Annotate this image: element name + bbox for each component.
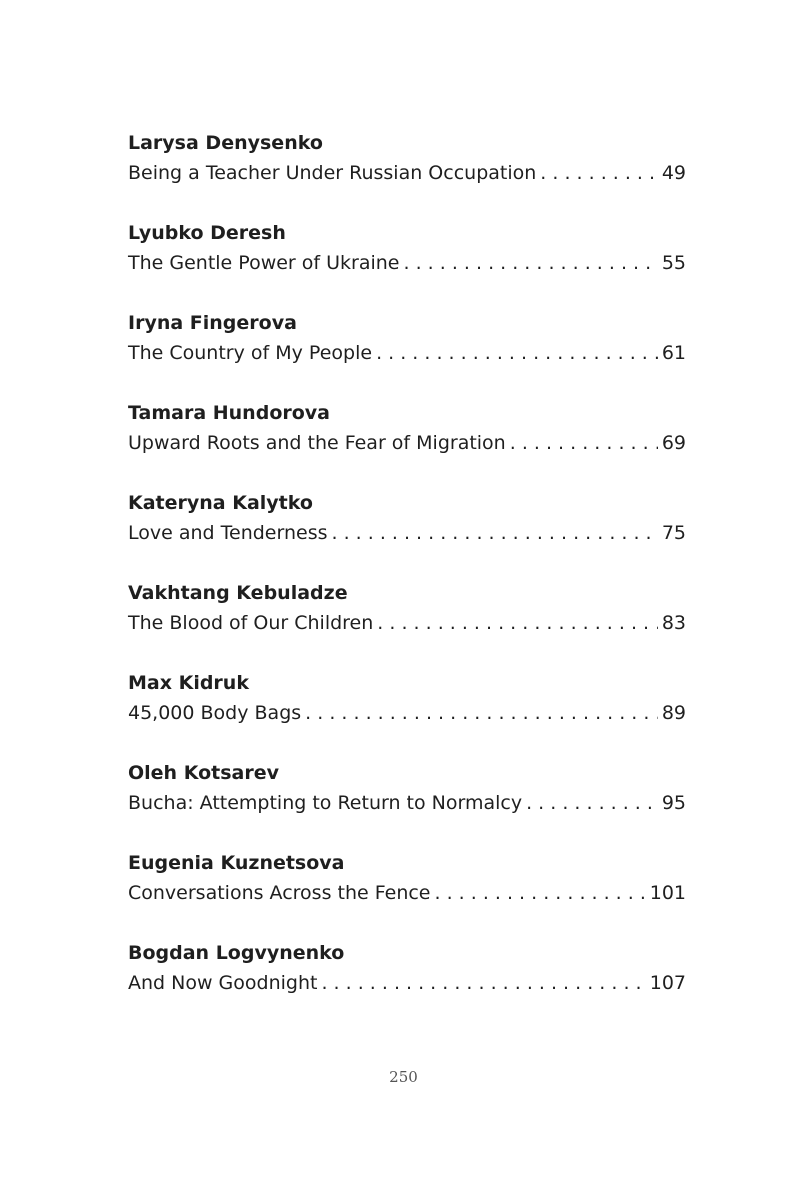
- toc-entry: [128, 938, 686, 1028]
- dot-leader: [332, 518, 658, 548]
- page-number: 101: [649, 882, 686, 904]
- toc-entry: [128, 578, 686, 668]
- dot-leader: [526, 788, 658, 818]
- essay-title: Love and Tenderness: [128, 522, 328, 544]
- author-name: Lyubko Deresh: [128, 222, 286, 244]
- toc-entry: [128, 128, 686, 218]
- page-folio: 250: [389, 1068, 418, 1086]
- author-name: Kateryna Kalytko: [128, 492, 313, 514]
- essay-title: Bucha: Attempting to Return to Normalcy: [128, 792, 523, 814]
- toc-line: [128, 788, 686, 818]
- dot-leader: [376, 338, 658, 368]
- toc-entry: [128, 218, 686, 308]
- essay-title: And Now Goodnight: [128, 972, 318, 994]
- toc-line: [128, 518, 686, 548]
- toc-line: [128, 608, 686, 638]
- page-number: 107: [649, 972, 686, 994]
- dot-leader: [510, 428, 658, 458]
- toc-entry: [128, 848, 686, 938]
- essay-title: Conversations Across the Fence: [128, 882, 431, 904]
- toc-line: [128, 428, 686, 458]
- author-name: Larysa Denysenko: [128, 132, 323, 154]
- toc-line: [128, 968, 686, 998]
- page-number: 55: [661, 252, 686, 274]
- author-name: Bogdan Logvynenko: [128, 942, 345, 964]
- author-name: Tamara Hundorova: [128, 402, 330, 424]
- toc-line: [128, 338, 686, 368]
- page-number: 83: [661, 612, 686, 634]
- toc-line: [128, 698, 686, 728]
- toc-line: [128, 158, 686, 188]
- toc-entry: [128, 488, 686, 578]
- dot-leader: [377, 608, 658, 638]
- page-number: 69: [661, 432, 686, 454]
- toc-entry: [128, 308, 686, 398]
- author-name: Oleh Kotsarev: [128, 762, 279, 784]
- dot-leader: [305, 698, 658, 728]
- page-number: 95: [661, 792, 686, 814]
- page-number: 49: [661, 162, 686, 184]
- essay-title: 45,000 Body Bags: [128, 702, 302, 724]
- author-name: Max Kidruk: [128, 672, 249, 694]
- dot-leader: [540, 158, 658, 188]
- author-name: Vakhtang Kebuladze: [128, 582, 348, 604]
- page-number: 75: [661, 522, 686, 544]
- essay-title: Upward Roots and the Fear of Migration: [128, 432, 506, 454]
- toc-entry: [128, 668, 686, 758]
- essay-title: The Gentle Power of Ukraine: [128, 252, 400, 274]
- author-name: Iryna Fingerova: [128, 312, 297, 334]
- essay-title: The Country of My People: [128, 342, 373, 364]
- toc-line: [128, 878, 686, 908]
- toc-line: [128, 248, 686, 278]
- essay-title: Being a Teacher Under Russian Occupation: [128, 162, 537, 184]
- toc-entry: [128, 758, 686, 848]
- essay-title: The Blood of Our Children: [128, 612, 374, 634]
- author-name: Eugenia Kuznetsova: [128, 852, 345, 874]
- toc-entry: [128, 398, 686, 488]
- dot-leader: [321, 968, 645, 998]
- dot-leader: [404, 248, 658, 278]
- page-number: 61: [661, 342, 686, 364]
- page-number: 89: [661, 702, 686, 724]
- dot-leader: [435, 878, 646, 908]
- table-of-contents: [128, 128, 686, 1028]
